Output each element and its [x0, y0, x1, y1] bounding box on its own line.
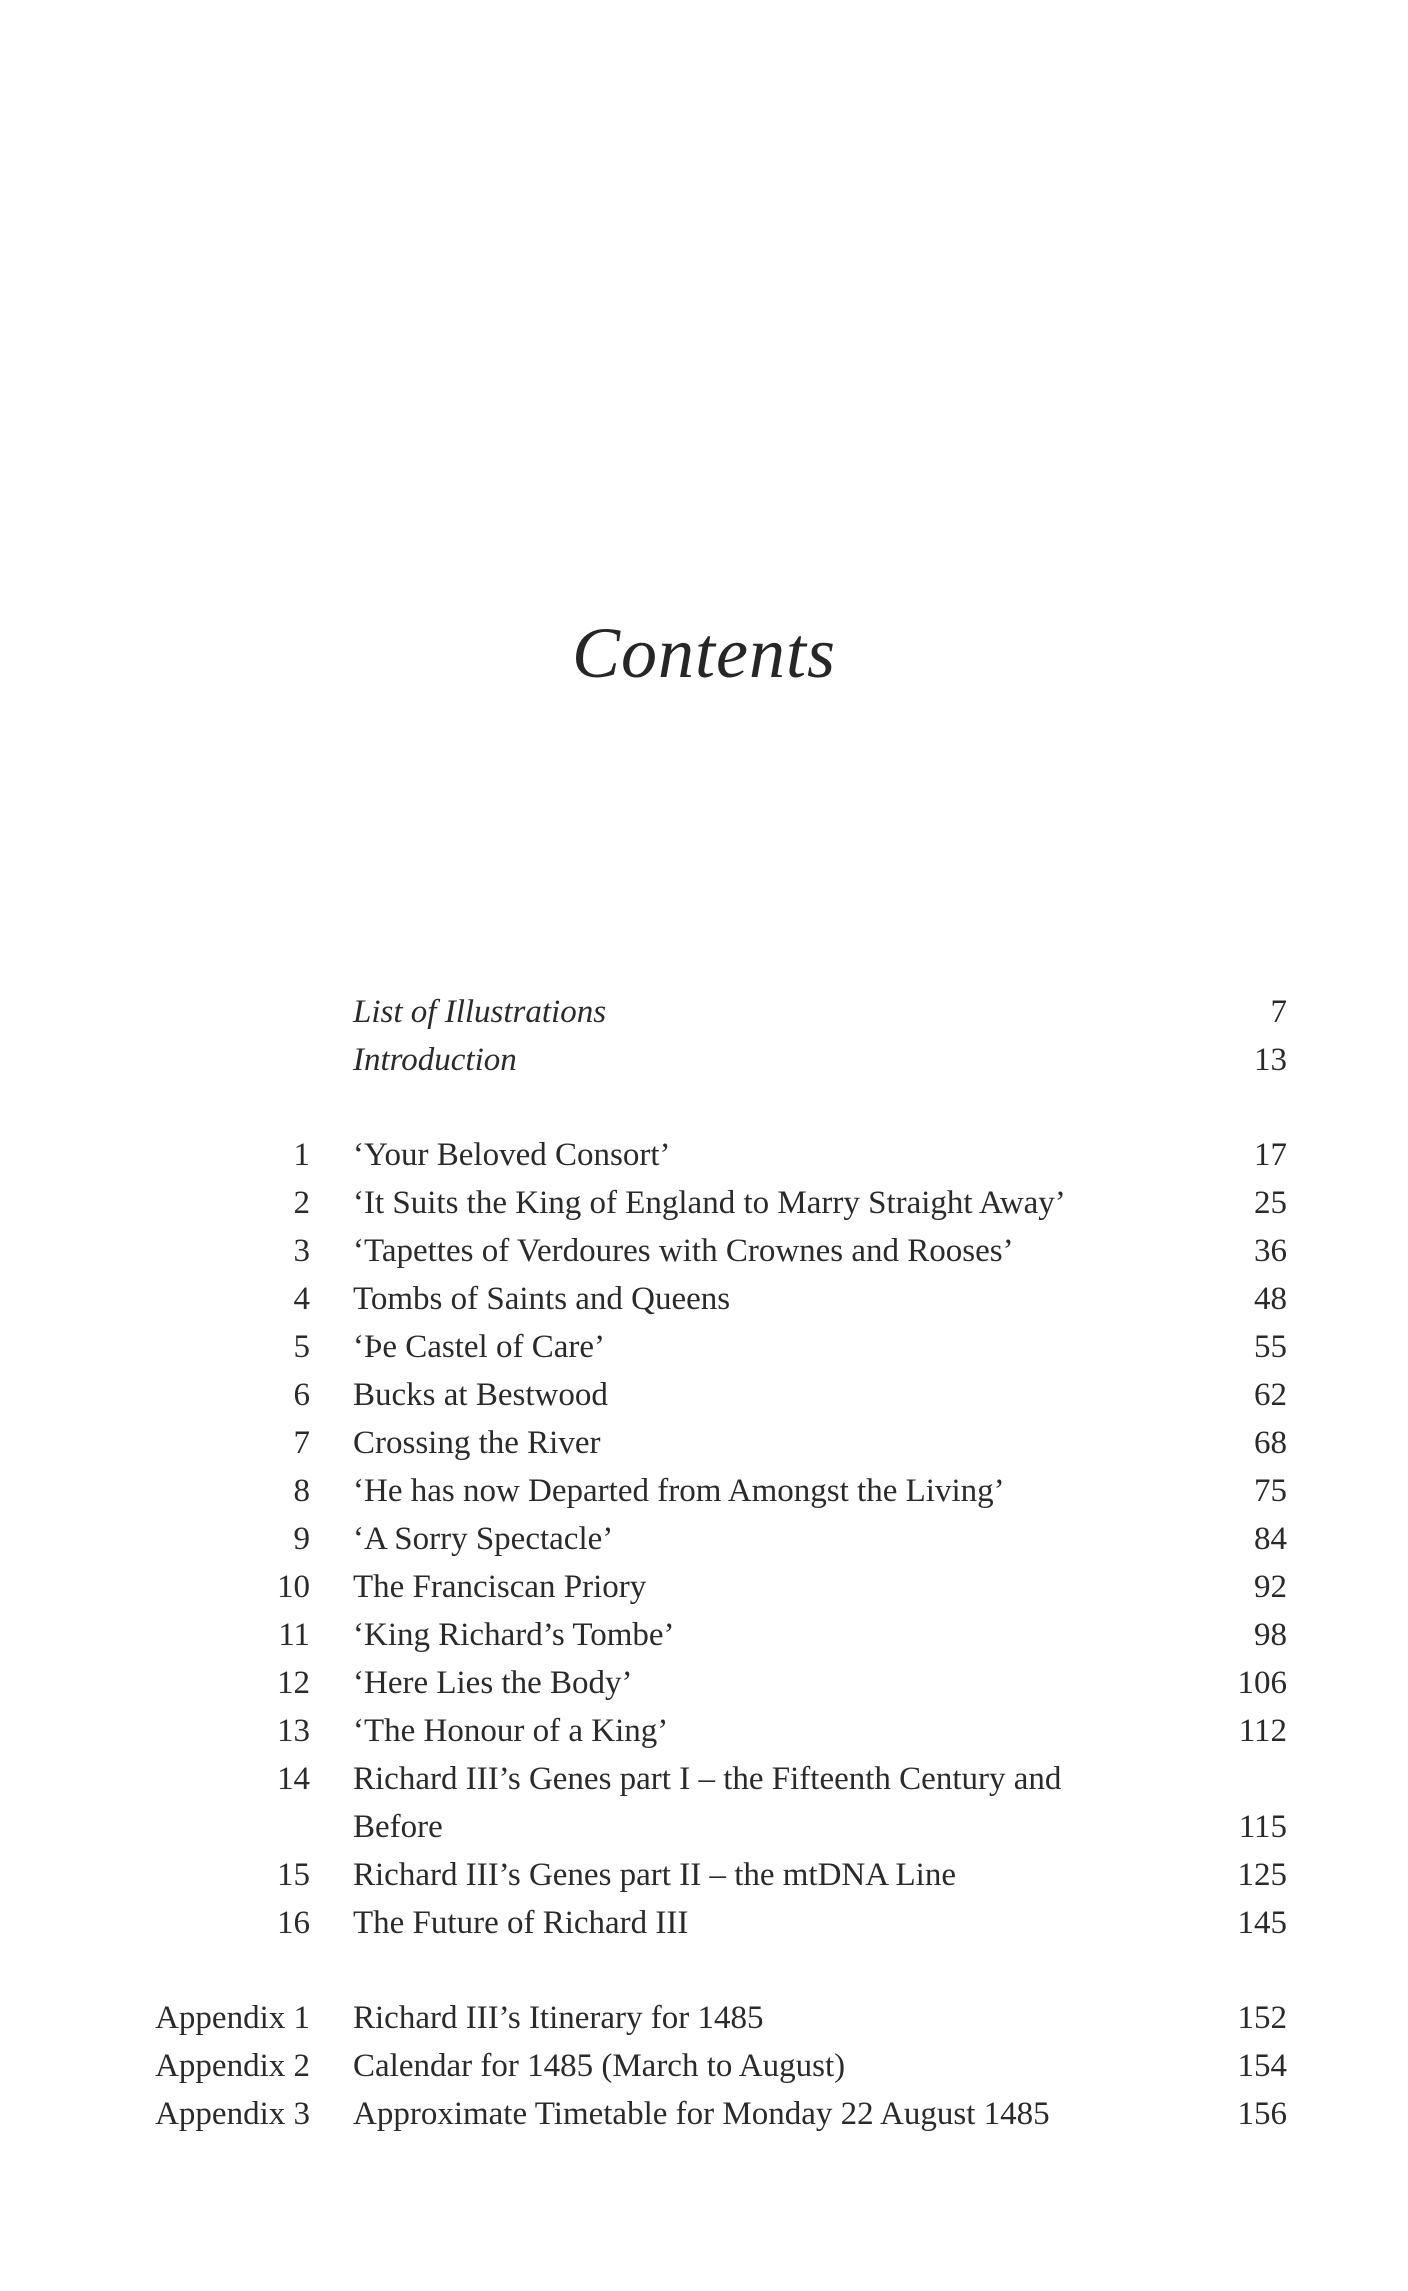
chapter-number: 13: [277, 1713, 310, 1749]
toc-entry[interactable]: [0, 1419, 1408, 1467]
appendix-number: Appendix 3: [155, 2096, 310, 2132]
chapter-number: 2: [293, 1185, 310, 1221]
entry-title: Bucks at Bestwood: [353, 1377, 608, 1413]
entry-page: 152: [1237, 2000, 1287, 2036]
toc-entry[interactable]: [0, 2042, 1408, 2090]
entry-page: 48: [1254, 1281, 1287, 1317]
chapter-number: 10: [277, 1569, 310, 1605]
toc-entry[interactable]: [0, 2090, 1408, 2138]
toc-entry[interactable]: [0, 1467, 1408, 1515]
entry-title: The Future of Richard III: [353, 1905, 689, 1941]
entry-title: List of Illustrations: [353, 994, 607, 1030]
entry-page: 112: [1238, 1713, 1287, 1749]
appendix-number: Appendix 2: [155, 2048, 310, 2084]
chapter-number: 15: [277, 1857, 310, 1893]
chapter-number: 6: [293, 1377, 310, 1413]
toc-entry[interactable]: [0, 1659, 1408, 1707]
toc-entry[interactable]: [0, 1755, 1408, 1851]
entry-page: 154: [1237, 2048, 1287, 2084]
toc-entry[interactable]: [0, 1323, 1408, 1371]
entry-page: 25: [1254, 1185, 1287, 1221]
appendix-number: Appendix 1: [155, 2000, 310, 2036]
chapter-number: 8: [293, 1473, 310, 1509]
entry-page: 92: [1254, 1569, 1287, 1605]
entry-title: Approximate Timetable for Monday 22 August 1485: [353, 2096, 1050, 2132]
entry-page: 106: [1237, 1665, 1287, 1701]
entry-title: Richard III’s Genes part II – the mtDNA Line: [353, 1857, 956, 1893]
chapter-number: 12: [277, 1665, 310, 1701]
chapter-number: 16: [277, 1905, 310, 1941]
page-title: Contents: [571, 613, 836, 693]
toc-entry[interactable]: [0, 1611, 1408, 1659]
toc-entry[interactable]: [0, 1851, 1408, 1899]
entry-title: ‘It Suits the King of England to Marry Straight Away’: [353, 1185, 1066, 1221]
toc-entry[interactable]: [0, 1036, 1408, 1084]
entry-title: Richard III’s Genes part I – the Fifteenth Century and Before: [353, 1761, 1062, 1845]
toc-entry[interactable]: [0, 1179, 1408, 1227]
front-matter-group: [0, 988, 1408, 1084]
entry-page: 68: [1254, 1425, 1287, 1461]
entry-page: 17: [1254, 1137, 1287, 1173]
entry-title: ‘King Richard’s Tombe’: [353, 1617, 675, 1653]
entry-page: 156: [1237, 2096, 1287, 2132]
toc-entry[interactable]: [0, 1227, 1408, 1275]
entry-title: Richard III’s Itinerary for 1485: [353, 2000, 764, 2036]
chapters-group: [0, 1131, 1408, 1947]
entry-page: 115: [1238, 1809, 1287, 1845]
entry-title: Tombs of Saints and Queens: [353, 1281, 731, 1317]
chapter-number: 1: [293, 1137, 310, 1173]
entry-title: Calendar for 1485 (March to August): [353, 2048, 846, 2084]
chapter-number: 9: [293, 1521, 310, 1557]
entry-title: ‘Þe Castel of Care’: [353, 1329, 605, 1365]
entry-title: Introduction: [353, 1042, 517, 1078]
entry-page: 98: [1254, 1617, 1287, 1653]
entry-page: 75: [1254, 1473, 1287, 1509]
entry-page: 62: [1254, 1377, 1287, 1413]
table-of-contents: [0, 988, 1408, 2138]
chapter-number: 11: [278, 1617, 310, 1653]
toc-entry[interactable]: [0, 1707, 1408, 1755]
entry-page: 36: [1254, 1233, 1287, 1269]
entry-title: ‘Tapettes of Verdoures with Crownes and Rooses’: [353, 1233, 1014, 1269]
entry-title: ‘He has now Departed from Amongst the Living’: [353, 1473, 1005, 1509]
toc-entry[interactable]: [0, 1899, 1408, 1947]
chapter-number: 4: [293, 1281, 310, 1317]
toc-entry[interactable]: [0, 1275, 1408, 1323]
toc-entry[interactable]: [0, 1371, 1408, 1419]
chapter-number: 7: [293, 1425, 310, 1461]
toc-entry[interactable]: [0, 988, 1408, 1036]
entry-title: ‘Here Lies the Body’: [353, 1665, 633, 1701]
entry-page: 13: [1254, 1042, 1287, 1078]
entry-title: The Franciscan Priory: [353, 1569, 647, 1605]
chapter-number: 14: [277, 1761, 310, 1797]
entry-page: 7: [1270, 994, 1287, 1030]
entry-title: ‘Your Beloved Consort’: [353, 1137, 671, 1173]
toc-entry[interactable]: [0, 1563, 1408, 1611]
entry-title: Crossing the River: [353, 1425, 601, 1461]
entry-title: ‘A Sorry Spectacle’: [353, 1521, 614, 1557]
toc-entry[interactable]: [0, 1994, 1408, 2042]
appendices-group: [0, 1994, 1408, 2138]
entry-page: 125: [1237, 1857, 1287, 1893]
entry-page: 84: [1254, 1521, 1287, 1557]
entry-page: 145: [1237, 1905, 1287, 1941]
chapter-number: 3: [293, 1233, 310, 1269]
entry-page: 55: [1254, 1329, 1287, 1365]
chapter-number: 5: [293, 1329, 310, 1365]
toc-entry[interactable]: [0, 1515, 1408, 1563]
toc-entry[interactable]: [0, 1131, 1408, 1179]
entry-title: ‘The Honour of a King’: [353, 1713, 669, 1749]
